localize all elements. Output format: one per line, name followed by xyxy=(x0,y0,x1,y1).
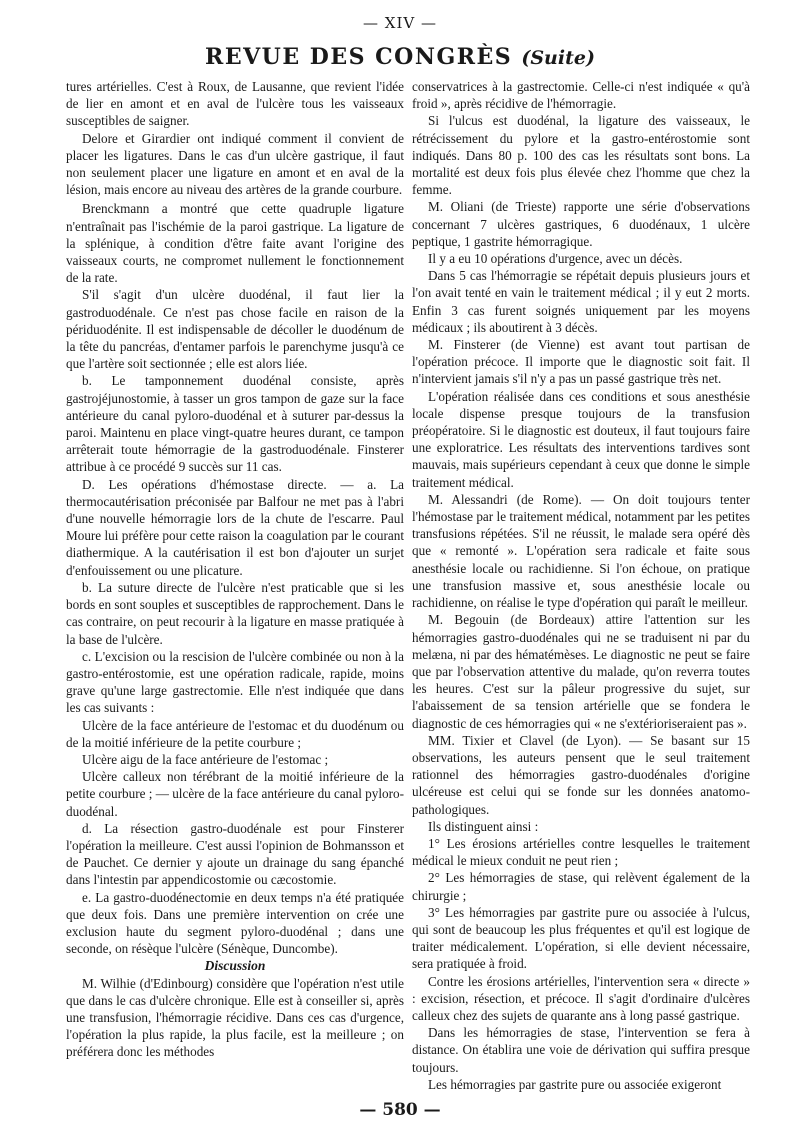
paragraph: e. La gastro-duodénectomie en deux temps n'a été pratiquée que deux fois. Dans une première intervention on crée une exclusion haute du segment pyloro-duodénal ; dans une seconde, on résèque l'ulcère (Sénèque, Duncombe). xyxy=(66,889,404,957)
paragraph: D. Les opérations d'hémostase directe. — a. La thermocautérisation préconisée par Balfour ne met pas à l'abri d'une nouvelle hémorragie lors de la chute de l'escarre. Paul Moure lui préfère pour cette raison la coagulation par le courant diathermique. A la cautérisation il est bon d'ajouter un surjet d'enfouissement ou une plicature. xyxy=(66,476,404,578)
paragraph: Ulcère de la face antérieure de l'estomac et du duodénum ou de la moitié inférieure de la petite courbure ; xyxy=(66,717,404,750)
paragraph: Brenckmann a montré que cette quadruple ligature n'entraînait pas l'ischémie de la paroi gastrique. La ligature de la splénique, à condition d'être faite avant l'origine des vaisseaux courts, ne compromet nullement le fonctionnement de la rate. xyxy=(66,201,404,286)
paragraph: c. L'excision ou la rescision de l'ulcère combinée ou non à la gastro-entérostomie, est une opération radicale, rapide, moins grave qu'une large gastrectomie. Elle n'est indiquée que dans les cas suivants : xyxy=(66,648,404,716)
paragraph: Dans 5 cas l'hémorragie se répétait depuis plusieurs jours et l'on avait tenté en vain le traitement médical ; il y eut 2 morts. Enfin 3 cas furent soignés uniquement par les moyens médicaux ; ils aboutirent à 3 décès. xyxy=(412,268,750,335)
paragraph: L'opération réalisée dans ces conditions et sous anesthésie locale dispense presque toujours de la transfusion préopératoire. Si le diagnostic est douteux, il faut toujours faire une exploratrice. Les résultats des interventions tardives sont mauvais, mais supérieurs cependant à ceux que donne le simple traitement médical. xyxy=(412,388,750,490)
left-column xyxy=(66,78,404,1061)
discussion-heading: Discussion xyxy=(204,958,266,974)
paragraph: Il y a eu 10 opérations d'urgence, avec un décès. xyxy=(428,251,683,267)
paragraph: Les hémorragies par gastrite pure ou associée exigeront xyxy=(428,1076,722,1092)
paragraph: tures artérielles. C'est à Roux, de Lausanne, que revient l'idée de lier en amont et en aval de l'ulcère tous les vaisseaux susceptibles de saigner. xyxy=(66,79,404,129)
paragraph: d. La résection gastro-duodénale est pour Finsterer l'opération la meilleure. C'est aussi l'opinion de Bohmansson et de Pauchet. Ce dernier y ajoute un drainage du sang épanché dans l'intestin par appendicostomie ou cæcostomie. xyxy=(66,820,404,888)
paragraph: 3° Les hémorragies par gastrite pure ou associée à l'ulcus, qui sont de beaucoup les plus fréquentes et qu'il est logique de traiter médicalement. L'opération, si elle devient nécessaire, sera pratiquée à froid. xyxy=(412,904,750,972)
page-number: — 580 — xyxy=(359,1100,441,1120)
paragraph: Contre les érosions artérielles, l'intervention sera « directe » : excision, résection, et précoce. Il s'agit d'ordinaire d'ulcères calleux chez des sujets de quarante ans à long passé gastrique. xyxy=(412,973,750,1023)
paragraph: M. Finsterer (de Vienne) est avant tout partisan de l'opération précoce. Il importe que le diagnostic soit fait. Il n'intervient jamais s'il n'y a pas un passé gastrique très net. xyxy=(412,337,750,387)
paragraph: M. Begouin (de Bordeaux) attire l'attention sur les hémorragies gastro-duodénales qui ne se traduisent ni par du melæna, ni par des hématémèses. Le diagnostic ne peut se faire que par l'observation attentive du malade, qu'on reverra toutes les heures. C'est sur la pâleur progressive du sujet, sur l'abaissement de sa tension artérielle que se fondera le diagnostic de ces hémorragies qui « ne s'extérioriseraient pas ». xyxy=(412,612,750,731)
paragraph: M. Oliani (de Trieste) rapporte une série d'observations concernant 7 ulcères gastriques, 6 duodénaux, 1 ulcère peptique, 1 gastrite hémorragique. xyxy=(412,199,750,249)
paragraph: Si l'ulcus est duodénal, la ligature des vaisseaux, le rétrécissement du pylore et la gastro-entérostomie sont indiqués. Dans 80 p. 100 des cas les résultats sont bons. La mortalité est deux fois plus élevée chez l'homme que chez la femme. xyxy=(412,113,750,198)
paragraph: 2° Les hémorragies de stase, qui relèvent également de la chirurgie ; xyxy=(412,870,750,903)
paragraph: M. Wilhie (d'Edinbourg) considère que l'opération n'est utile que dans le cas d'ulcère chronique. Elle est à conseiller si, après une transfusion, l'hémorragie récidive. Dans ces cas d'urgence, l'opération la plus rapide, la plus facile, est la meilleure ; on préférera donc les méthodes xyxy=(66,975,404,1060)
paragraph: Ils distinguent ainsi : xyxy=(428,818,539,834)
paragraph: conservatrices à la gastrectomie. Celle-ci n'est indiquée « qu'à froid », après récidive de l'hémorragie. xyxy=(412,79,750,112)
paragraph: Dans les hémorragies de stase, l'intervention se fera à distance. On établira une voie de dérivation qui suffira presque toujours. xyxy=(412,1025,750,1075)
paragraph: Delore et Girardier ont indiqué comment il convient de placer les ligatures. Dans le cas d'un ulcère gastrique, il faut non seulement placer une ligature en amont et en aval de la lésion, mais encore au niveau des artères de la grande courbure. xyxy=(66,130,404,198)
paragraph: b. Le tamponnement duodénal consiste, après gastrojéjunostomie, à tasser un gros tampon de gaze sur la face antérieure du canal pyloro-duodénal et à suturer par-dessus la paroi. Maintenu en place vingt-quatre heures durant, ce tampon arrêterait toute hémorragie de la gastroduodénale. Finsterer attribue à ce procédé 9 succès sur 11 cas. xyxy=(66,373,404,475)
paragraph: 1° Les érosions artérielles contre lesquelles le traitement médical le mieux conduit ne peut rien ; xyxy=(412,835,750,869)
paragraph: Ulcère aigu de la face antérieure de l'estomac ; xyxy=(82,751,329,767)
roman-folio: — XIV — xyxy=(363,14,437,32)
paragraph: M. Alessandri (de Rome). — On doit toujours tenter l'hémostase par le traitement médical, notamment par les petites transfusions répétées. S'il ne réussit, le malade sera opéré dès que « remonté ». L'opération sera radicale et faite sous anesthésie locale ou rachidienne. Si l'on échoue, on pratique une transfusion massive et, sous anesthésie locale ou rachidienne, on réalise le type d'opération qui paraît le meilleur. xyxy=(412,491,750,611)
title-suite: (Suite) xyxy=(521,47,595,69)
journal-title: REVUE DES CONGRÈS xyxy=(205,44,513,70)
right-column xyxy=(412,78,750,1093)
paragraph: MM. Tixier et Clavel (de Lyon). — Se basant sur 15 observations, les auteurs pensent que le seul traitement rationnel des hémorragies gastro-duodénales d'origine ulcéreuse est celui qui se fonde sur les données anatomo-pathologiques. xyxy=(412,732,750,817)
paragraph: S'il s'agit d'un ulcère duodénal, il faut lier la gastroduodénale. Ce n'est pas chose facile en raison de la périduodénite. Il est indispensable de décoller le duodénum de la tête du pancréas, d'entamer parfois le parenchyme jusqu'à ce que l'artère soit sectionnée ; elle est alors liée. xyxy=(66,287,404,372)
paragraph: b. La suture directe de l'ulcère n'est praticable que si les bords en sont souples et susceptibles de rapprochement. Dans le cas contraire, on peut recourir à la ligature en masse pratiquée à la base de l'ulcère. xyxy=(66,579,404,647)
running-title xyxy=(0,44,800,70)
paragraph: Ulcère calleux non térébrant de la moitié inférieure de la petite courbure ; — ulcère de la face antérieure du canal pyloro-duodénal. xyxy=(66,769,404,819)
